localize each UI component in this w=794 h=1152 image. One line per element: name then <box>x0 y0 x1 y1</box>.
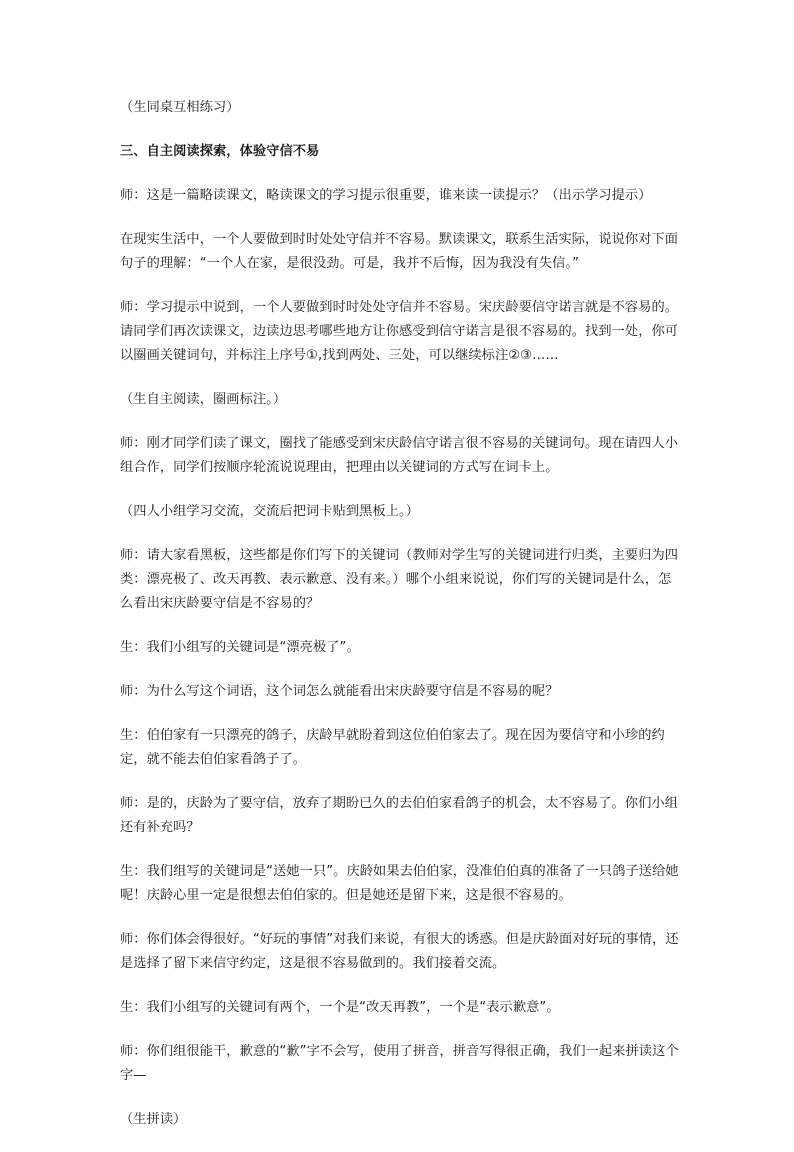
section-heading: 三、自主阅读探索，体验守信不易 <box>120 144 320 159</box>
paragraph-13: 师：是的，庆龄为了要守信，放弃了期盼已久的去伯伯家看鸽子的机会，太不容易了。你们小组还有补充吗？ <box>120 796 679 835</box>
paragraph-14: 生：我们组写的关键词是“送她一只”。庆龄如果去伯伯家，没准伯伯真的准备了一只鸽子送给她呢！庆龄心里一定是很想去伯伯家的。但是她还是留下来，这是很不容易的。 <box>120 864 679 903</box>
paragraph-7: 师：刚才同学们读了课文，圈找了能感受到宋庆龄信守诺言很不容易的关键词句。现在请四人小组合作，同学们按顺序轮流说说理由，把理由以关键词的方式写在词卡上。 <box>120 436 679 475</box>
paragraph-17: 师：你们组很能干，歉意的“歉”字不会写，使用了拼音，拼音写得很正确，我们一起来拼读这个字— <box>120 1044 679 1083</box>
paragraph-9: 师：请大家看黑板，这些都是你们写下的关键词（教师对学生写的关键词进行归类，主要归为四类：漂亮极了、改天再教、表示歉意、没有来。）哪个小组来说说，你们写的关键词是什么，怎么看出宋庆龄要守信是不容易的？ <box>120 548 679 611</box>
paragraph-12: 生：伯伯家有一只漂亮的鸽子，庆龄早就盼着到这位伯伯家去了。现在因为要信守和小珍的约定，就不能去伯伯家看鸽子了。 <box>120 728 665 767</box>
paragraph-8: （四人小组学习交流，交流后把词卡贴到黑板上。） <box>120 504 420 519</box>
paragraph-10: 生：我们小组写的关键词是“漂亮极了”。 <box>120 640 360 655</box>
paragraph-1: （生同桌互相练习） <box>120 100 240 115</box>
paragraph-18: （生拼读） <box>120 1112 187 1127</box>
paragraph-3: 师：这是一篇略读课文，略读课文的学习提示很重要，谁来读一读提示？（出示学习提示） <box>120 188 652 203</box>
paragraph-5: 师：学习提示中说到，一个人要做到时时处处守信并不容易。宋庆龄要信守诺言就是不容易的。请同学们再次读课文，边读边思考哪些地方让你感受到信守诺言是很不容易的。找到一处，你可以圈画关键词句，并标注上序号①,找到两处、三处，可以继续标注②③…… <box>120 300 679 363</box>
paragraph-11: 师：为什么写这个词语，这个词怎么就能看出宋庆龄要守信是不容易的呢？ <box>120 684 559 699</box>
paragraph-4: 在现实生活中，一个人要做到时时处处守信并不容易。默读课文，联系生活实际，说说你对下面句子的理解：“一个人在家，是很没劲。可是，我并不后悔，因为我没有失信。” <box>120 232 679 271</box>
document-body <box>120 96 680 1152</box>
paragraph-6: （生自主阅读，圈画标注。） <box>120 392 287 407</box>
paragraph-15: 师：你们体会得很好。“好玩的事情”对我们来说，有很大的诱惑。但是庆龄面对好玩的事情，还是选择了留下来信守约定，这是很不容易做到的。我们接着交流。 <box>120 932 679 971</box>
paragraph-16: 生：我们小组写的关键词有两个，一个是“改天再教”，一个是“表示歉意”。 <box>120 1000 560 1015</box>
